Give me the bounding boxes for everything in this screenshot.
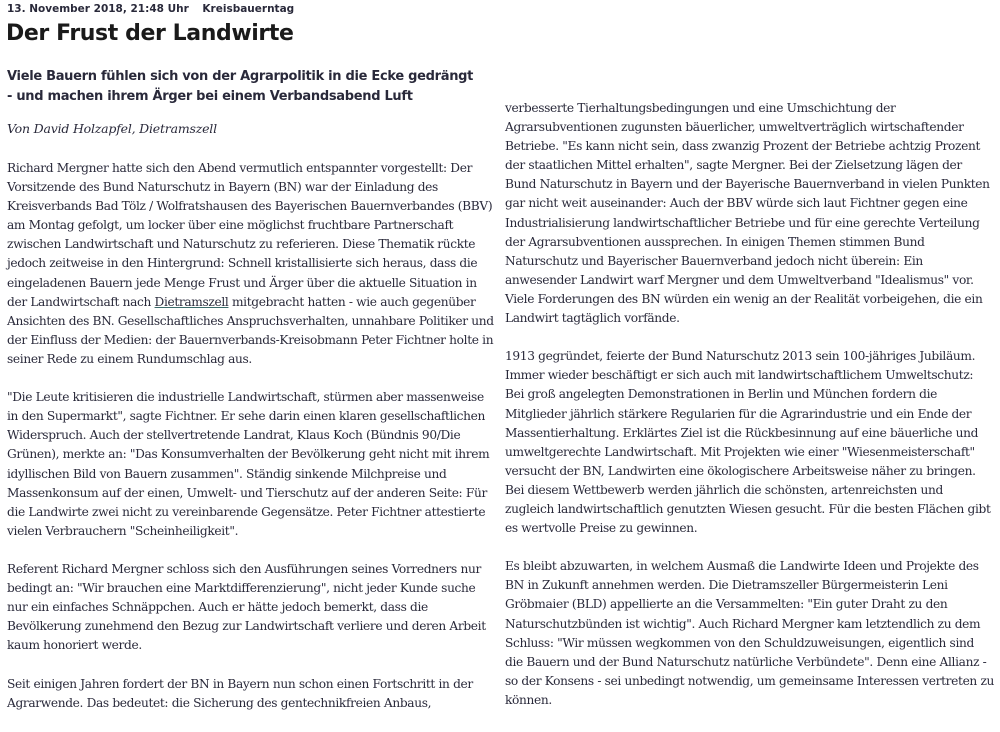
paragraph: "Die Leute kritisieren die industrielle Landwirtschaft, stürmen aber massenweise in den Supermarkt", sagte Fichtner. Er sehe darin einen klaren gesellschaftlichen Widerspruch. Auch der stellvertretende Landrat, Klaus Koch (Bündnis 90/Die Grünen), merkte an: "Das Konsumverhalten der Bevölkerung geht nicht mit ihrem idyllischen Bild von Bauern zusammen". Ständig sinkende Milchpreise und Massenkonsum auf der einen, Umwelt- und Tierschutz auf der anderen Seite: Für die Landwirte zwei nicht zu vereinbarende Gegensätze. Peter Fichtner attestierte vielen Verbrauchern "Scheinheiligkeit".	[7, 390, 490, 538]
paragraph-text: Richard Mergner hatte sich den Abend vermutlich entspannter vorgestellt: Der Vorsitzende des Bund Naturschutz in Bayern (BN) war der Einladung des Kreisverbands Bad Tölz / Wolfratshausen des Bayerischen Bauernverbandes (BBV) am Montag gefolgt, um locker über eine möglichst fruchtbare Partnerschaft zwischen Landwirtschaft und Naturschutz zu referieren. Diese Thematik rückte jedoch zeitweise in den Hintergrund: Schnell kristallisierte sich heraus, dass die eingeladenen Bauern jede Menge Frust und Ärger über die aktuelle Situation in der Landwirtschaft nach	[7, 161, 493, 309]
paragraph: Referent Richard Mergner schloss sich den Ausführungen seines Vorredners nur bedingt an: "Wir brauchen eine Marktdifferenzierung", nicht jeder Kunde suche nur ein einfaches Schnäppchen. Auch er hätte jedoch bemerkt, dass die Bevölkerung zunehmend den Bezug zur Landwirtschaft verliere und deren Arbeit kaum honoriert werde.	[7, 561, 486, 653]
article-date: 13. November 2018, 21:48 Uhr	[7, 3, 189, 15]
article-title: Der Frust der Landwirte	[6, 21, 294, 46]
article-meta	[7, 3, 294, 15]
article-teaser: Viele Bauern fühlen sich von der Agrarpolitik in die Ecke gedrängt - und machen ihrem Ärger bei einem Verbandsabend Luft	[7, 69, 474, 104]
paragraph: Es bleibt abzuwarten, in welchem Ausmaß die Landwirte Ideen und Projekte des BN in Zukunft annehmen werden. Die Dietramszeller Bürgermeisterin Leni Gröbmaier (BLD) appellierte an die Versammelten: "Ein guter Draht zu den Naturschutzbünden ist wichtig". Auch Richard Mergner kam letztendlich zu dem Schluss: "Wir müssen wegkommen von den Schuldzuweisungen, eigentlich sind die Bauern und der Bund Naturschutz natürliche Verbündete". Denn eine Allianz - so der Konsens - sei unbedingt notwendig, um gemeinsame Interessen vertreten zu können.	[505, 559, 995, 707]
paragraph: Seit einigen Jahren fordert der BN in Bayern nun schon einen Fortschritt in der Agrarwende. Das bedeutet: die Sicherung des gentechnikfreien Anbaus,	[7, 676, 473, 710]
paragraph-text: mitgebracht hatten - wie auch gegenüber Ansichten des BN. Gesellschaftliches Anspruchsverhalten, unnahbare Politiker und der Einfluss der Medien: der Bauernverbands-Kreisobmann Peter Fichtner holte in seiner Rede zu einem Rundumschlag aus.	[7, 294, 494, 366]
paragraph: 1913 gegründet, feierte der Bund Naturschutz 2013 sein 100-jähriges Jubiläum. Immer wieder beschäftigt er sich auch mit landwirtschaftlichem Umweltschutz: Bei groß angelegten Demonstrationen in Berlin und München fordern die Mitglieder jährlich stärkere Regularien für die Agrarindustrie und ein Ende der Massentierhaltung. Erklärtes Ziel ist die Rückbesinnung auf eine bäuerliche und umweltgerechte Landwirtschaft. Mit Projekten wie einer "Wiesenmeisterschaft" versucht der BN, Landwirten eine ökologischere Arbeitsweise näher zu bringen. Bei diesem Wettbewerb werden jährlich die schönsten, artenreichsten und zugleich landwirtschaftlich genutzten Wiesen gesucht. Für die besten Flächen gibt es wertvolle Preise zu gewinnen.	[505, 349, 991, 536]
article-topic: Kreisbauerntag	[202, 3, 295, 15]
dietramszell-link[interactable]: Dietramszell	[154, 294, 229, 309]
paragraph: verbesserte Tierhaltungsbedingungen und eine Umschichtung der Agrarsubventionen zugunsten bäuerlicher, umweltverträglich wirtschaftender Betriebe. "Es kann nicht sein, dass zwanzig Prozent der Betriebe achtzig Prozent der staatlichen Mittel erhalten", sagte Mergner. Bei der Zielsetzung lägen der Bund Naturschutz in Bayern und der Bayerische Bauernverband in vielen Punkten gar nicht weit auseinander: Auch der BBV würde sich laut Fichtner gegen eine Industrialisierung landwirtschaftlicher Betriebe und für eine gerechte Verteilung der Agrarsubventionen aussprechen. In einigen Themen stimmen Bund Naturschutz und Bayerischer Bauernverband jedoch nicht überein: Ein anwesender Landwirt warf Mergner und dem Umweltverband "Idealismus" vor. Viele Forderungen des BN würden ein wenig an der Realität vorbeigehen, die ein Landwirt tagtäglich vorfände.	[505, 101, 990, 326]
article-body-left-column	[7, 159, 497, 732]
paragraph	[7, 159, 497, 369]
article-body-right-column	[505, 99, 995, 729]
article-author: Von David Holzapfel, Dietramszell	[7, 121, 217, 136]
